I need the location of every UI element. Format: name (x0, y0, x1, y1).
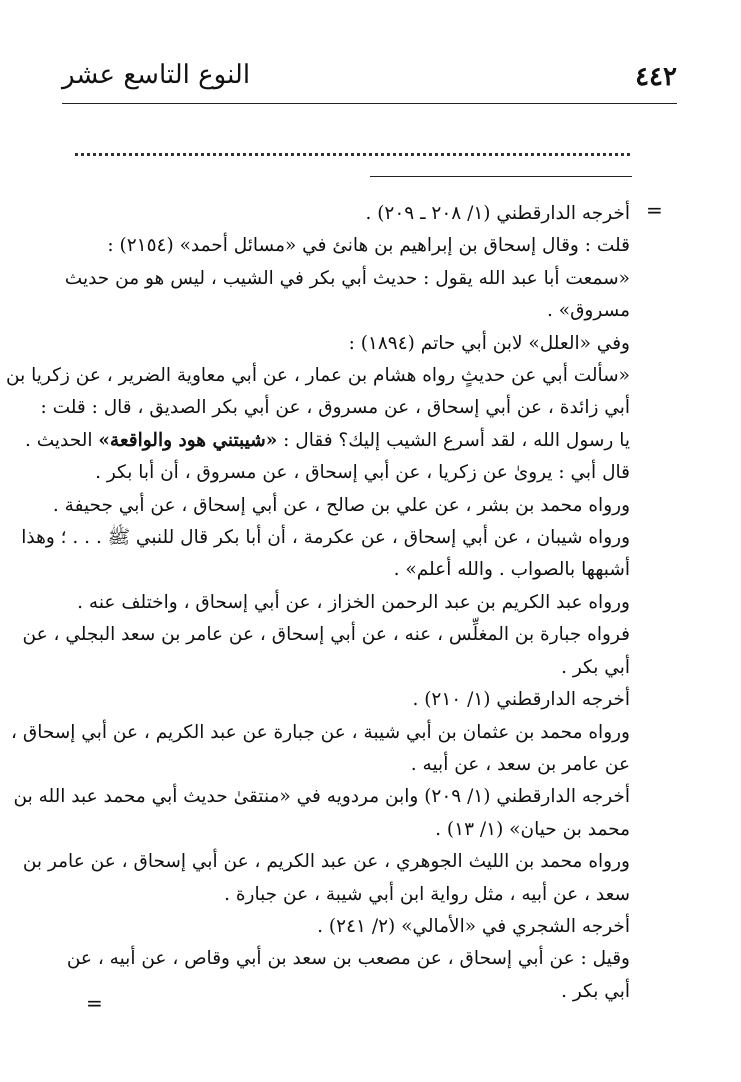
text-line: ورواه عبد الكريم بن عبد الرحمن الخزاز ، عن أبي إسحاق ، واختلف عنه . (77, 591, 630, 613)
page-number: ٤٤٢ (635, 62, 677, 92)
page-header (62, 60, 677, 100)
text-line: فرواه جبارة بن المغلِّس ، عنه ، عن أبي إسحاق ، عن عامر بن سعد البجلي ، عن (22, 624, 630, 646)
text-line: أبي زائدة ، عن أبي إسحاق ، عن مسروق ، عن أبي بكر الصديق ، قال : قلت : (40, 397, 630, 419)
text-line: ورواه محمد بن الليث الجوهري ، عن عبد الكريم ، عن أبي إسحاق ، عن عامر بن (22, 851, 630, 873)
header-rule (62, 103, 677, 104)
text-line: عن عامر بن سعد ، عن أبيه . (410, 753, 630, 775)
text-line: ورواه شيبان ، عن أبي إسحاق ، عن عكرمة ، أن أبا بكر قال للنبي ﷺ . . . ؛ وهذا (21, 527, 630, 549)
text-line: قال أبي : يروىٰ عن زكريا ، عن أبي إسحاق ، عن مسروق ، أن أبا بكر . (95, 462, 630, 484)
text-segment: الحديث . (24, 429, 99, 451)
text-line: ورواه محمد بن عثمان بن أبي شيبة ، عن جبارة عن عبد الكريم ، عن أبي إسحاق ، (11, 721, 630, 743)
text-line: وقيل : عن أبي إسحاق ، عن مصعب بن سعد بن أبي وقاص ، عن أبيه ، عن (66, 948, 630, 970)
emphasized-quote: «شيبتني هود والواقعة» (98, 429, 278, 451)
text-line: «سمعت أبا عبد الله يقول : حديث أبي بكر في الشيب ، ليس هو من حديث (64, 267, 630, 289)
dotted-separator (75, 139, 630, 156)
text-line: أخرجه الدارقطني (١/ ٢٠٨ ـ ٢٠٩) . (365, 203, 630, 224)
text-line-with-emphasis (24, 425, 630, 457)
text-segment: يا رسول الله ، لقد أسرع الشيب إليك؟ فقال : (277, 429, 630, 451)
text-line: قلت : وقال إسحاق بن إبراهيم بن هانئ في «مسائل أحمد» (٢١٥٤) : (107, 235, 630, 257)
continuation-marker-bottom: = (86, 991, 103, 1015)
chapter-title: النوع التاسع عشر (62, 60, 251, 90)
text-line: مسروق» . (547, 300, 630, 322)
footnote-rule (370, 176, 632, 177)
text-line: أخرجه الشجري في «الأمالي» (٢/ ٢٤١) . (317, 915, 630, 937)
text-line: أبي بكر . (561, 656, 630, 678)
text-line: أخرجه الدارقطني (١/ ٢١٠) . (412, 689, 630, 711)
text-line: «سألت أبي عن حديثٍ رواه هشام بن عمار ، عن أبي معاوية الضرير ، عن زكريا بن (6, 365, 630, 387)
text-line: محمد بن حيان» (١/ ١٣) . (435, 818, 630, 840)
text-line: أخرجه الدارقطني (١/ ٢٠٩) وابن مردويه في «منتقىٰ حديث أبي محمد عبد الله بن (13, 786, 630, 808)
text-line: أشبهها بالصواب . والله أعلم» . (393, 559, 630, 581)
continuation-marker-top: = (646, 198, 663, 222)
footnote-body (6, 198, 630, 1008)
text-line: سعد ، عن أبيه ، مثل رواية ابن أبي شيبة ، عن جبارة . (224, 883, 630, 905)
text-line: ورواه محمد بن بشر ، عن علي بن صالح ، عن أبي إسحاق ، عن أبي جحيفة . (52, 494, 630, 516)
text-line: وفي «العلل» لابن أبي حاتم (١٨٩٤) : (348, 332, 630, 354)
text-line: أبي بكر . (561, 980, 630, 1002)
